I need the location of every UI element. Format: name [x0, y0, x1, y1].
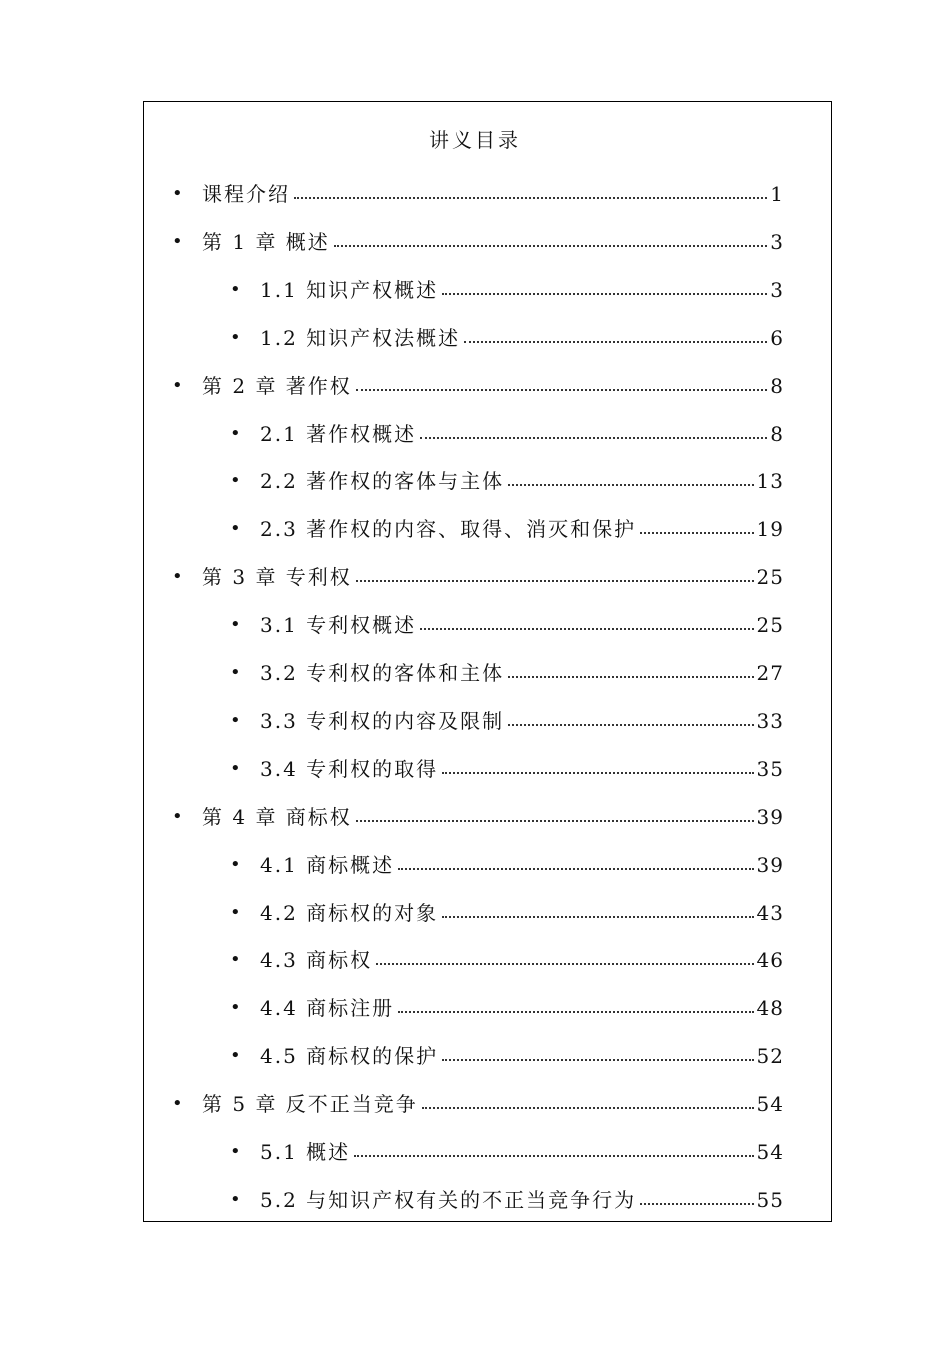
toc-entry-label: 4.3 商标权 — [260, 948, 373, 973]
toc-entry-label: 1.2 知识产权法概述 — [260, 325, 461, 350]
toc-page-number: 13 — [756, 469, 784, 494]
toc-page-number: 25 — [756, 613, 784, 638]
dot-leader — [356, 389, 767, 391]
toc-chapter-entry[interactable] — [172, 228, 784, 256]
dot-leader — [356, 820, 754, 822]
toc-page-number: 33 — [756, 708, 784, 733]
bullet-icon: • — [230, 422, 241, 444]
toc-section-entry[interactable] — [230, 659, 784, 687]
dot-leader — [294, 197, 767, 199]
toc-section-entry[interactable] — [230, 515, 784, 543]
toc-page-number: 8 — [770, 373, 784, 398]
toc-section-entry[interactable] — [230, 1042, 784, 1070]
dot-leader — [442, 1059, 753, 1061]
toc-section-entry[interactable] — [230, 467, 784, 495]
toc-page-number: 54 — [756, 1092, 784, 1117]
toc-page-number: 54 — [756, 1140, 784, 1164]
toc-page-number: 8 — [770, 421, 784, 446]
toc-section-entry[interactable] — [230, 611, 784, 639]
toc-section-entry[interactable] — [230, 276, 784, 304]
toc-page-number: 27 — [756, 661, 784, 685]
bullet-icon: • — [230, 949, 241, 971]
toc-section-entry[interactable] — [230, 324, 784, 352]
bullet-icon: • — [230, 709, 241, 731]
bullet-icon: • — [230, 901, 241, 923]
toc-entry-label: 第 2 章 著作权 — [202, 373, 352, 398]
bullet-icon: • — [230, 1141, 241, 1162]
toc-page-number: 3 — [770, 229, 784, 254]
dot-leader — [354, 1155, 753, 1157]
bullet-icon: • — [230, 662, 241, 683]
toc-page-number: 46 — [756, 948, 784, 973]
toc-entry-label: 4.1 商标概述 — [260, 852, 395, 877]
bullet-icon: • — [230, 470, 241, 492]
toc-chapter-entry[interactable] — [172, 1090, 784, 1118]
dot-leader — [398, 1011, 753, 1013]
toc-entry-label: 第 5 章 反不正当竞争 — [202, 1092, 418, 1117]
toc-page-number: 55 — [756, 1187, 784, 1212]
dot-leader — [376, 963, 753, 965]
toc-entry-label: 3.3 专利权的内容及限制 — [260, 708, 505, 733]
toc-page-number: 39 — [756, 804, 784, 829]
toc-page-number: 39 — [756, 852, 784, 877]
bullet-icon: • — [230, 853, 241, 875]
toc-entry-label: 课程介绍 — [202, 182, 290, 206]
toc-section-entry[interactable] — [230, 851, 784, 879]
toc-entry-label: 5.1 概述 — [260, 1140, 351, 1164]
toc-entry-label: 4.2 商标权的对象 — [260, 900, 439, 925]
dot-leader — [640, 532, 753, 534]
dot-leader — [422, 1107, 754, 1109]
toc-entry-label: 4.5 商标权的保护 — [260, 1044, 439, 1069]
toc-page-number: 25 — [756, 565, 784, 590]
toc-entry-label: 3.4 专利权的取得 — [260, 756, 439, 781]
toc-entry-label: 3.2 专利权的客体和主体 — [260, 661, 505, 685]
toc-entry-label: 第 1 章 概述 — [202, 229, 330, 254]
toc-page-number: 48 — [756, 996, 784, 1021]
toc-chapter-entry[interactable] — [172, 803, 784, 831]
bullet-icon: • — [230, 614, 241, 636]
dot-leader — [508, 676, 753, 678]
toc-entry-label: 4.4 商标注册 — [260, 996, 395, 1021]
toc-section-entry[interactable] — [230, 1186, 784, 1214]
bullet-icon: • — [172, 805, 183, 827]
toc-entry-label: 1.1 知识产权概述 — [260, 277, 439, 302]
dot-leader — [442, 916, 753, 918]
bullet-icon: • — [172, 183, 183, 204]
toc-section-entry[interactable] — [230, 707, 784, 735]
toc-section-entry[interactable] — [230, 755, 784, 783]
bullet-icon: • — [172, 566, 183, 588]
toc-entry-label: 2.3 著作权的内容、取得、消灭和保护 — [260, 517, 637, 542]
toc-chapter-entry[interactable] — [172, 180, 784, 208]
dot-leader — [464, 341, 767, 343]
bullet-icon: • — [230, 278, 241, 300]
dot-leader — [640, 1203, 753, 1205]
toc-entry-label: 2.1 著作权概述 — [260, 421, 417, 446]
bullet-icon: • — [230, 518, 241, 540]
dot-leader — [356, 580, 754, 582]
dot-leader — [442, 293, 767, 295]
toc-section-entry[interactable] — [230, 946, 784, 974]
toc-section-entry[interactable] — [230, 899, 784, 927]
toc-section-entry[interactable] — [230, 994, 784, 1022]
bullet-icon: • — [230, 326, 241, 348]
bullet-icon: • — [230, 1045, 241, 1067]
toc-entry-label: 5.2 与知识产权有关的不正当竞争行为 — [260, 1187, 637, 1212]
toc-page-number: 1 — [770, 182, 784, 206]
bullet-icon: • — [172, 1093, 183, 1115]
dot-leader — [420, 628, 753, 630]
bullet-icon: • — [230, 1188, 241, 1210]
toc-chapter-entry[interactable] — [172, 563, 784, 591]
toc-page-number: 6 — [770, 325, 784, 350]
toc-page-number: 19 — [756, 517, 784, 542]
toc-entry-label: 2.2 著作权的客体与主体 — [260, 469, 505, 494]
dot-leader — [508, 484, 753, 486]
dot-leader — [398, 868, 753, 870]
toc-entry-label: 第 3 章 专利权 — [202, 565, 352, 590]
bullet-icon: • — [172, 374, 183, 396]
dot-leader — [442, 772, 753, 774]
toc-section-entry[interactable] — [230, 1138, 784, 1166]
dot-leader — [420, 437, 767, 439]
toc-page-number: 35 — [756, 756, 784, 781]
toc-entry-label: 3.1 专利权概述 — [260, 613, 417, 638]
bullet-icon: • — [230, 757, 241, 779]
toc-title: 讲义目录 — [429, 128, 521, 152]
toc-page-number: 52 — [756, 1044, 784, 1069]
toc-chapter-entry[interactable] — [172, 372, 784, 400]
toc-section-entry[interactable] — [230, 420, 784, 448]
toc-entry-label: 第 4 章 商标权 — [202, 804, 352, 829]
dot-leader — [334, 245, 767, 247]
bullet-icon: • — [172, 230, 183, 252]
toc-page-number: 3 — [770, 277, 784, 302]
bullet-icon: • — [230, 997, 241, 1019]
toc-page-number: 43 — [756, 900, 784, 925]
dot-leader — [508, 724, 753, 726]
